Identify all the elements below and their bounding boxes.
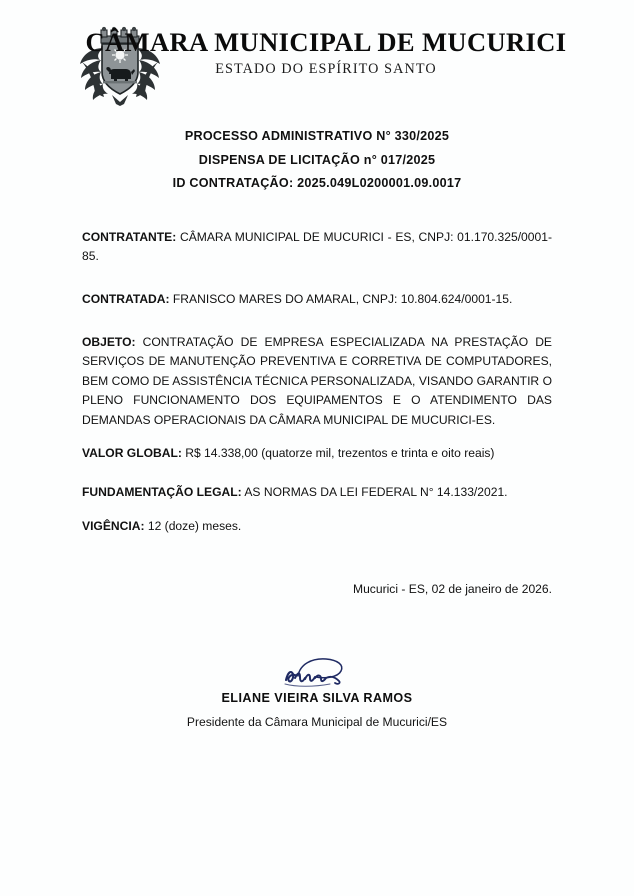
contratante-paragraph <box>82 228 552 267</box>
signatory-role: Presidente da Câmara Municipal de Mucurici/ES <box>186 715 448 730</box>
fundamentacao-legal-paragraph <box>82 483 552 503</box>
contratada-paragraph <box>82 290 552 310</box>
place-and-date: Mucurici - ES, 02 de janeiro de 2026. <box>353 582 552 597</box>
vigencia-value: 12 (doze) meses. <box>144 518 242 533</box>
organization-title: CÂMARA MUNICIPAL DE MUCURICI <box>85 27 567 57</box>
objeto-label: OBJETO: <box>82 334 136 349</box>
signatory-name: ELIANE VIEIRA SILVA RAMOS <box>221 691 413 706</box>
contratante-value: CÂMARA MUNICIPAL DE MUCURICI - ES, CNPJ: 01.170.325/0001-85. <box>82 229 552 264</box>
fundamentacao-legal-value: AS NORMAS DA LEI FEDERAL N° 14.133/2021. <box>241 484 508 499</box>
state-subtitle: ESTADO DO ESPÍRITO SANTO <box>215 60 437 77</box>
document-body <box>82 228 552 536</box>
contratada-value: FRANISCO MARES DO AMARAL, CNPJ: 10.804.624/0001-15. <box>169 291 513 306</box>
letterhead-text <box>0 28 634 78</box>
valor-global-paragraph <box>82 444 552 464</box>
contratante-label: CONTRATANTE: <box>82 229 177 244</box>
objeto-paragraph <box>82 333 552 431</box>
contratada-label: CONTRATADA: <box>82 291 170 306</box>
fundamentacao-legal-label: FUNDAMENTAÇÃO LEGAL: <box>82 484 242 499</box>
processo-administrativo-line: PROCESSO ADMINISTRATIVO N° 330/2025 <box>184 129 450 143</box>
letterhead <box>0 0 634 108</box>
valor-global-label: VALOR GLOBAL: <box>82 446 182 461</box>
dispensa-licitacao-line: DISPENSA DE LICITAÇÃO n° 017/2025 <box>198 152 436 167</box>
id-contratacao-line: ID CONTRATAÇÃO: 2025.049L0200001.09.0017 <box>172 176 462 191</box>
handwritten-signature-icon <box>0 656 634 690</box>
signature-block <box>0 656 634 729</box>
vigencia-paragraph <box>82 517 552 537</box>
valor-global-value: R$ 14.338,00 (quatorze mil, trezentos e trinta e oito reais) <box>181 446 495 461</box>
vigencia-label: VIGÊNCIA: <box>82 518 145 533</box>
process-title-block <box>0 130 634 190</box>
objeto-value: CONTRATAÇÃO DE EMPRESA ESPECIALIZADA NA PRESTAÇÃO DE SERVIÇOS DE MANUTENÇÃO PREVENTIVA E CORRETIVA DE COMPUTADORES, BEM COMO DE ASSISTÊNCIA TÉCNICA PERSONALIZADA, VISANDO GARANTIR O PLENO FUNCIONAMENTO DOS EQUIPAMENTOS E O ATENDIMENTO DAS DEMANDAS OPERACIONAIS DA CÂMARA MUNICIPAL DE MUCURICI-ES. <box>82 334 552 427</box>
